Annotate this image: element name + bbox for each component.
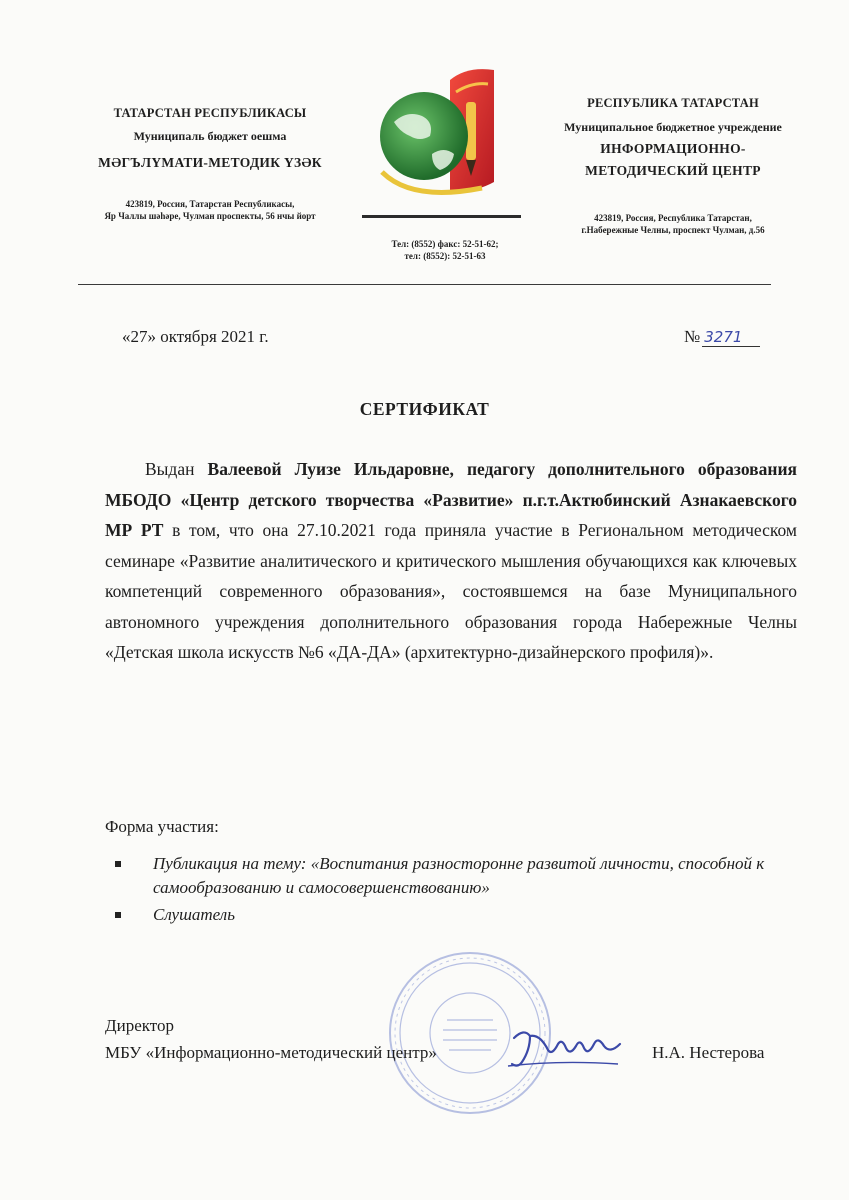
- bullet-icon: [115, 861, 121, 867]
- body-details: в том, что она 27.10.2021 года приняла участие в Региональном методическом семинаре «Развитие аналитического и критического мышления обучающихся как ключевых компетенций современного образования», состоявшемся на базе Муниципального автономного учреждения дополнительного образования города Набережные Челны «Детская школа искусств №6 «ДА-ДА» (архитектурно-дизайнерского профиля)».: [105, 520, 797, 662]
- organization-logo: [372, 62, 502, 210]
- header-right-address-line1: 423819, Россия, Республика Татарстан,: [594, 213, 752, 223]
- participation-list: [105, 852, 805, 930]
- header-right-org-name: [532, 138, 814, 182]
- certificate-body: [105, 454, 797, 668]
- participation-item-label: Публикация на тему: «Воспитания разносторонне развитой личности, способной к самообразованию и самосовершенствованию»: [153, 854, 765, 897]
- header-right-republic: РЕСПУБЛИКА ТАТАРСТАН: [587, 96, 759, 110]
- header-right-org-name-line1: ИНФОРМАЦИОННО-: [600, 141, 746, 156]
- header-right-org-type: Муниципальное бюджетное учреждение: [564, 120, 782, 134]
- header-right-address-line2: г.Набережные Челны, проспект Чулман, д.56: [581, 225, 765, 235]
- body-intro: Выдан: [145, 459, 208, 479]
- director-organization: МБУ «Информационно-методический центр»: [105, 1043, 437, 1062]
- header-right-org-name-line2: МЕТОДИЧЕСКИЙ ЦЕНТР: [585, 163, 761, 178]
- header-contacts: [360, 238, 530, 262]
- document-number-value: 3271: [702, 328, 760, 347]
- header-left-address-line1: 423819, Россия, Татарстан Республикасы,: [125, 199, 295, 209]
- director-signature-icon: [500, 1020, 630, 1075]
- header-left-org-type: Муниципаль бюджет оешма: [133, 129, 287, 143]
- document-number: [684, 327, 760, 347]
- body-recipient: Валеевой Луизе Ильдаровне, педагогу дополнительного образования МБОДО «Центр детского творчества «Развитие» п.г.т.Актюбинский Азнакаевского МР РТ: [105, 459, 797, 540]
- participation-item-label: Слушатель: [153, 905, 235, 924]
- header-left-org-name: МӘГЪЛҮМАТИ-МЕТОДИК ҮЗӘК: [98, 155, 322, 170]
- header-left-address: [70, 198, 350, 222]
- document-title: СЕРТИФИКАТ: [359, 399, 490, 419]
- director-name: Н.А. Нестерова: [652, 1043, 765, 1062]
- header-divider: [78, 284, 771, 285]
- document-date: «27» октября 2021 г.: [122, 327, 269, 346]
- participation-form-label: Форма участия:: [105, 817, 219, 836]
- header-left-address-line2: Яр Чаллы шәһәре, Чулман проспекты, 56 нчы йорт: [104, 211, 316, 221]
- contacts-line2: тел: (8552): 52-51-63: [404, 251, 486, 261]
- director-title: Директор: [105, 1016, 174, 1035]
- document-number-prefix: №: [684, 327, 701, 346]
- bullet-icon: [115, 912, 121, 918]
- header-right-address: [532, 212, 814, 236]
- contacts-line1: Тел: (8552) факс: 52-51-62;: [391, 239, 499, 249]
- header-left-block: [70, 106, 350, 222]
- header-right-block: [532, 96, 814, 236]
- participation-item-listener: [105, 903, 805, 927]
- header-left-republic: ТАТАРСТАН РЕСПУБЛИКАСЫ: [113, 106, 307, 120]
- logo-underline: [362, 215, 521, 218]
- participation-item-publication: [105, 852, 805, 900]
